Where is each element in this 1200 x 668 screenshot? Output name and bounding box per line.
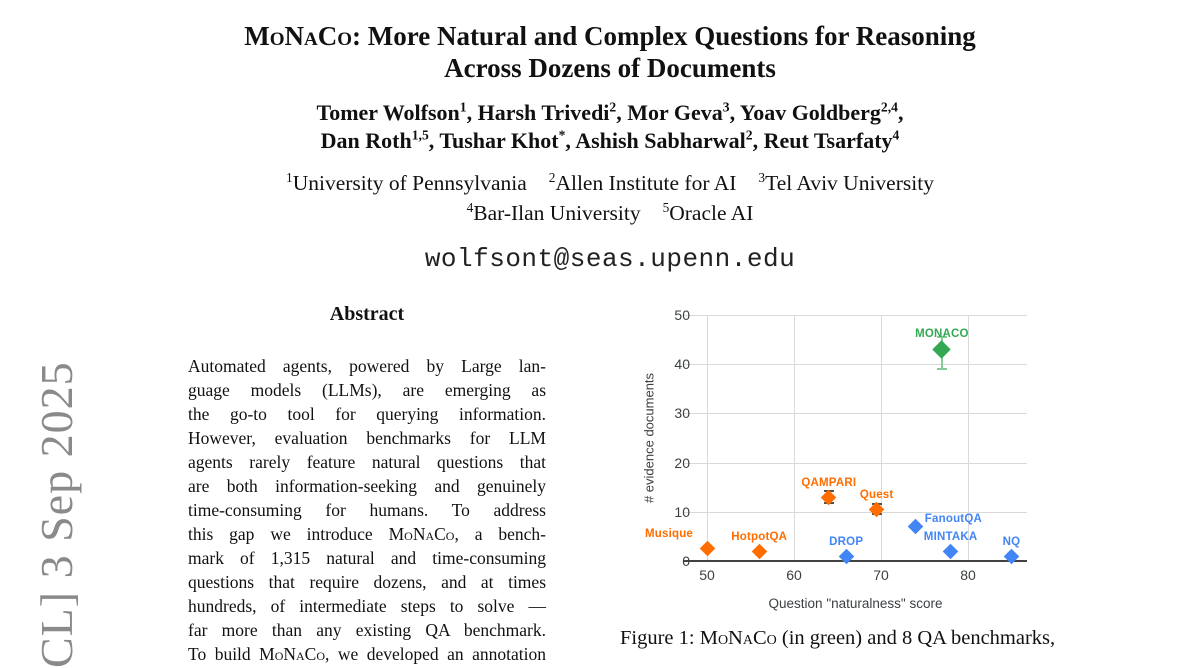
abstract-line [188, 378, 546, 402]
y-tick-label: 20 [674, 454, 690, 471]
x-axis-title: Question "naturalness" score [768, 596, 943, 611]
superscript: 1 [286, 169, 293, 185]
affiliation-item: $^2$Allen Institute for AI [548, 169, 737, 195]
superscript: 2,4 [880, 99, 898, 115]
y-axis-title: # evidence documents [641, 372, 657, 504]
point-label-Quest: Quest [859, 488, 894, 501]
abstract-heading: Abstract [329, 303, 405, 325]
abstract-line [188, 426, 546, 450]
affiliation-item: $^1$University of Pennsylvania [286, 169, 527, 195]
smallcaps-text: MoNaCo [259, 644, 326, 664]
y-gridline [684, 463, 1027, 464]
affiliation-item: $^3$Tel Aviv University [758, 169, 934, 195]
x-tick-label: 50 [699, 567, 715, 583]
point-label-MINTAKA: MINTAKA [923, 530, 978, 543]
abstract-line [188, 354, 546, 378]
paper-title-line2: Across Dozens of Documents [444, 53, 776, 83]
smallcaps-text: MoNaCo [388, 524, 455, 544]
text-segment: , we developed an annotation [325, 644, 546, 664]
superscript: 3 [758, 169, 766, 185]
data-point-FanoutQA [908, 519, 924, 535]
text-segment: guage models (LLMs), are emerging as [188, 380, 546, 400]
y-tick-label: 30 [674, 405, 690, 422]
text-segment: Dan Roth [320, 128, 412, 153]
point-label-DROP: DROP [829, 535, 864, 548]
text-segment: However, evaluation benchmarks for LLM [188, 428, 546, 448]
abstract-line [188, 450, 546, 474]
contact-email: wolfsont@seas.upenn.edu [424, 244, 796, 274]
text-segment: hundreds, of intermediate steps to solve — [188, 596, 546, 616]
data-point-Musique [699, 541, 715, 557]
superscript: 4 [892, 127, 900, 143]
superscript: * [558, 127, 566, 143]
y-tick-label: 10 [674, 503, 690, 520]
x-gridline [794, 315, 795, 561]
affiliation-line-2 [110, 198, 1110, 228]
text-segment: , [897, 100, 904, 125]
author-line-2 [110, 127, 1110, 155]
text-segment: To build [188, 644, 260, 664]
x-axis-line [684, 560, 1027, 562]
text-segment: , a bench- [454, 524, 546, 544]
abstract-line [188, 474, 546, 498]
text-segment: , Reut Tsarfaty [752, 128, 893, 153]
affiliation-item: $^4$Bar-Ilan University [466, 199, 641, 225]
x-gridline [881, 315, 882, 561]
abstract-line [188, 618, 546, 642]
abstract-line [188, 570, 546, 594]
point-label-MONACO: MONACO [915, 327, 969, 340]
error-cap-bottom-MONACO [937, 368, 947, 370]
text-segment: Figure 1: [620, 627, 700, 649]
text-segment: , Harsh Trivedi [466, 100, 610, 125]
data-point-MONACO [933, 340, 951, 358]
abstract-text [188, 354, 546, 666]
text-segment: far more than any existing QA benchmark. [188, 620, 546, 640]
text-segment: agents rarely feature natural questions that [188, 452, 546, 472]
text-segment: time-consuming for humans. To address [188, 500, 546, 520]
paper-header [110, 0, 1110, 274]
figure-1-scatter-chart [620, 300, 1200, 622]
affiliation-line-1 [110, 168, 1110, 198]
text-segment: this gap we introduce [188, 524, 389, 544]
point-label-Musique: Musique [644, 528, 694, 541]
abstract-line [188, 642, 546, 666]
paper-title-rest: More Natural and Complex Questions for Reasoning [361, 21, 976, 51]
y-tick-label [634, 553, 690, 569]
text-segment: , Yoav Goldberg [729, 100, 881, 125]
data-point-HotpotQA [751, 543, 767, 559]
text-segment: (in green) and 8 QA benchmarks, [776, 627, 1056, 649]
text-segment: mark of 1,315 natural and time-consuming [188, 548, 546, 568]
point-label-NQ: NQ [1002, 535, 1021, 548]
point-label-HotpotQA: HotpotQA [731, 530, 788, 543]
abstract-line [188, 498, 546, 522]
superscript: 1 [459, 99, 467, 115]
text-segment: Tomer Wolfson [316, 100, 460, 125]
text-segment: the go-to tool for querying information. [188, 404, 546, 424]
superscript: 2 [609, 99, 617, 115]
text-segment: questions that require dozens, and at times [188, 572, 546, 592]
affiliation-list [110, 168, 1110, 228]
superscript: 2 [745, 127, 753, 143]
x-tick-label: 60 [786, 567, 802, 583]
smallcaps-text: MoNaCo [699, 627, 777, 649]
paper-title-brand: MoNaCo: [244, 21, 361, 51]
author-list [110, 99, 1110, 155]
affiliation-item: $^5$Oracle AI [662, 199, 754, 225]
point-label-QAMPARI: QAMPARI [801, 476, 857, 489]
x-tick-label: 80 [960, 567, 976, 583]
author-line-1 [110, 99, 1110, 127]
superscript: 4 [466, 199, 474, 215]
data-point-MINTAKA [943, 543, 959, 559]
point-label-FanoutQA: FanoutQA [924, 512, 982, 525]
text-segment: Automated agents, powered by Large lan- [188, 356, 546, 376]
arxiv-stamp: CL] 3 Sep 2025 [31, 361, 82, 668]
text-segment: , Ashish Sabharwal [565, 128, 746, 153]
abstract-line [188, 546, 546, 570]
y-gridline [684, 364, 1027, 365]
paper-title-line1 [110, 20, 1110, 52]
x-gridline [707, 315, 708, 561]
text-segment: , Mor Geva [616, 100, 723, 125]
abstract-line [188, 522, 546, 546]
superscript: 1,5 [411, 127, 429, 143]
superscript: 2 [548, 169, 556, 185]
y-gridline [684, 315, 1027, 316]
superscript: 3 [722, 99, 730, 115]
text-segment: are both information-seeking and genuinely [188, 476, 546, 496]
x-tick-label: 70 [873, 567, 889, 583]
superscript: 5 [662, 199, 670, 215]
figure-1-caption [620, 626, 1180, 650]
y-tick-label: 50 [674, 307, 690, 323]
y-gridline [684, 413, 1027, 414]
abstract-line [188, 594, 546, 618]
y-tick-label: 40 [674, 356, 690, 373]
text-segment: , Tushar Khot [428, 128, 559, 153]
abstract-line [188, 402, 546, 426]
